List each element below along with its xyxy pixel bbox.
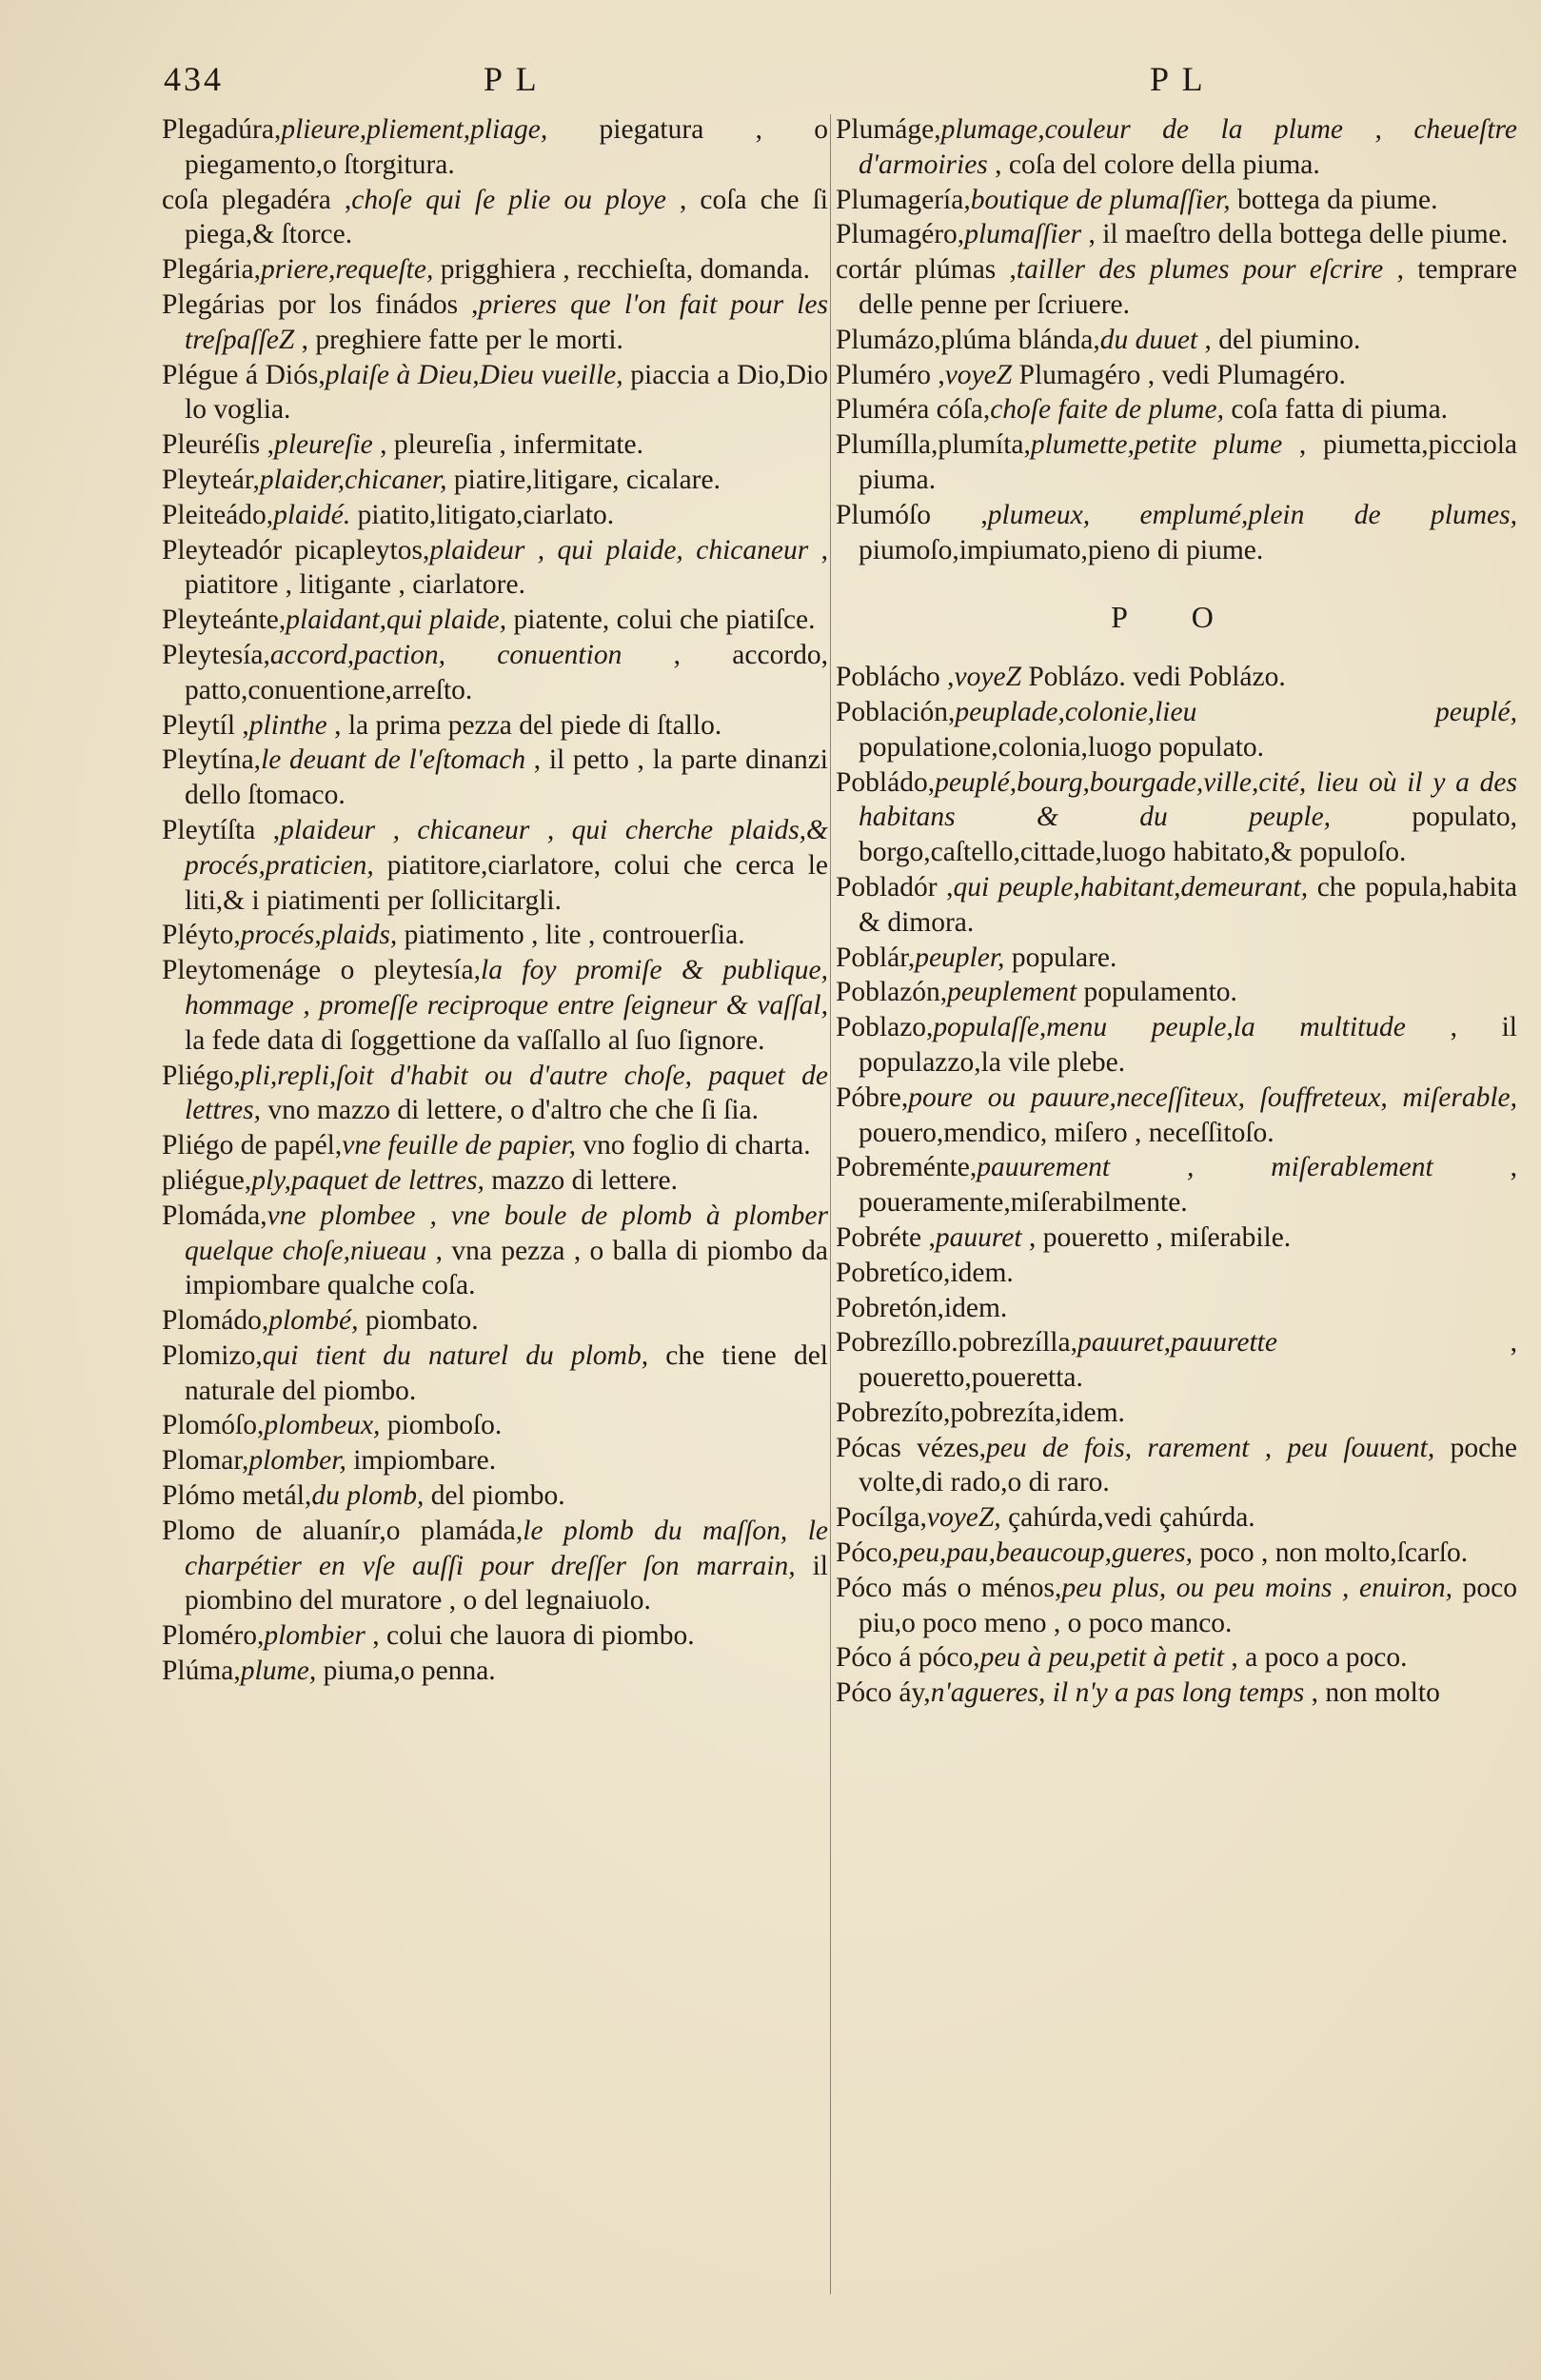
- entry-italian: , piumetta,picciola piuma.: [859, 429, 1518, 495]
- entry-headword: Pobretíco,: [836, 1257, 951, 1288]
- entry-headword: Pobretón,: [836, 1292, 944, 1323]
- entry-french: plombé,: [268, 1305, 359, 1337]
- dictionary-entry: [162, 1128, 828, 1163]
- entry-italian: , poueretto,poueretta.: [859, 1327, 1517, 1394]
- entry-headword: Plúma,: [162, 1656, 241, 1687]
- entry-italian: piomboſo.: [386, 1410, 503, 1441]
- dictionary-entry: [836, 1500, 1517, 1536]
- page-number: 434: [164, 60, 224, 98]
- dictionary-entry: [162, 1618, 828, 1654]
- dictionary-entry: [162, 743, 828, 813]
- entry-headword: Plumázo,plúma blánda,: [836, 324, 1100, 355]
- dictionary-entry: [162, 918, 828, 953]
- dictionary-entry: [836, 358, 1517, 393]
- entry-french: prieres que l'on fait pour les treſpaſſeZ: [185, 288, 829, 355]
- dictionary-entry: [836, 1010, 1517, 1081]
- entry-french: peupler,: [915, 942, 1005, 973]
- dictionary-entry: [162, 463, 828, 498]
- dictionary-entry: [162, 288, 828, 358]
- entry-french: pauuret: [935, 1221, 1022, 1253]
- entry-italian: , poueretto , miſerabile.: [1028, 1221, 1292, 1253]
- entry-italian: , preghiere fatte per le morti.: [301, 324, 623, 355]
- entry-french: ply,paquet de lettres,: [251, 1164, 484, 1196]
- entry-italian: piatente, colui che piatiſce.: [513, 605, 816, 636]
- dictionary-entry: [162, 1408, 828, 1443]
- dictionary-entry: [162, 813, 828, 918]
- entry-headword: Poblár,: [836, 942, 916, 973]
- entry-italian: piaccia a Dio,Dio lo voglia.: [185, 359, 828, 426]
- entry-italian: che tiene del naturale del piombo.: [185, 1339, 829, 1406]
- dictionary-entry: [836, 1220, 1517, 1256]
- entry-italian: piumoſo,impiumato,pieno di piume.: [859, 534, 1264, 565]
- entry-headword: Poblazón,: [836, 977, 948, 1008]
- entry-french: peu,pau,beaucoup,gueres,: [899, 1537, 1193, 1569]
- dictionary-entry: [836, 252, 1517, 323]
- entry-headword: Pleytíſta ,: [162, 814, 281, 845]
- dictionary-entry: [162, 1514, 828, 1618]
- entry-french: pauuret,pauurette: [1077, 1327, 1277, 1359]
- entry-italian: çahúrda,vedi çahúrda.: [1008, 1502, 1255, 1534]
- entry-french: pleureſie: [274, 429, 373, 461]
- entry-french: qui peuple,habitant,demeurant,: [953, 871, 1309, 902]
- entry-french: le plomb du maſſon, le charpétier en vſe auſſi pour dreſſer ſon marrain,: [185, 1515, 828, 1581]
- entry-italian: idem.: [943, 1292, 1008, 1323]
- dictionary-entry: [836, 183, 1517, 218]
- entry-italian: populamento.: [1083, 977, 1237, 1008]
- entry-italian: poco , non molto,ſcarſo.: [1199, 1537, 1469, 1569]
- entry-headword: Plumagéro,: [836, 219, 965, 250]
- entry-italian: prigghiera , recchieſta, domanda.: [440, 254, 810, 286]
- left-running-head: P L: [484, 60, 540, 98]
- entry-french: peuplade,colonie,lieu peuplé,: [955, 696, 1517, 727]
- entry-french: plaidé.: [273, 499, 351, 530]
- entry-french: peu plus, ou peu moins , enuiron,: [1061, 1572, 1453, 1603]
- entry-italian: populare.: [1011, 942, 1117, 973]
- entry-headword: Plumagería,: [836, 184, 971, 215]
- entry-headword: Ploméro,: [162, 1620, 265, 1652]
- entry-french: plinthe: [248, 709, 327, 741]
- entry-french: tailler des plumes pour eſcrire: [1016, 254, 1384, 286]
- entry-italian: vno mazzo di lettere, o d'altro che che ſi ſia.: [267, 1095, 760, 1126]
- entry-french: plaider,chicaner,: [259, 464, 447, 495]
- entry-italian: , temprare delle penne per ſcriuere.: [859, 254, 1518, 320]
- entry-french: plombeux,: [264, 1410, 381, 1441]
- dictionary-entry: [162, 1443, 828, 1478]
- entry-french: qui tient du naturel du plomb,: [262, 1339, 649, 1371]
- entry-italian: , la prima pezza del piede di ſtallo.: [334, 709, 722, 741]
- dictionary-entry: [836, 392, 1517, 427]
- entry-headword: Poblácho ,: [836, 662, 955, 693]
- entry-french: plaideur , chicaneur , qui cherche plaids,& procés,praticien,: [185, 814, 829, 881]
- dictionary-entry: [836, 498, 1517, 568]
- entry-french: du plomb,: [311, 1480, 425, 1512]
- entry-italian: , del piumino.: [1204, 324, 1361, 355]
- left-column: [162, 112, 828, 1689]
- dictionary-entry: [162, 603, 828, 638]
- entry-headword: Pobréte ,: [836, 1221, 936, 1253]
- entry-italian: impiombare.: [353, 1445, 497, 1477]
- entry-italian: , piatitore , litigante , ciarlatore.: [185, 534, 828, 601]
- entry-french: voyeZ,: [926, 1502, 1001, 1534]
- dictionary-entry: [162, 427, 828, 463]
- entry-french: n'agueres, il n'y a pas long temps: [930, 1677, 1305, 1709]
- entry-headword: Plómo metál,: [162, 1480, 312, 1512]
- entry-headword: Pocílga,: [836, 1502, 927, 1534]
- entry-french: plumeux, emplumé,plein de plumes,: [987, 499, 1517, 530]
- entry-headword: Plomar,: [162, 1445, 249, 1477]
- dictionary-entry: [836, 1150, 1517, 1220]
- entry-italian: , il populazzo,la vile plebe.: [859, 1012, 1518, 1078]
- entry-french: pli,repli,ſoit d'habit ou d'autre choſe, paquet de lettres,: [185, 1060, 828, 1126]
- entry-headword: Pleyteánte,: [162, 605, 286, 636]
- entry-french: peuplement: [947, 977, 1077, 1008]
- entry-italian: , coſa del colore della piuma.: [995, 149, 1320, 180]
- entry-french: priere,requeſte,: [261, 254, 434, 286]
- right-column-pl-entries: [836, 112, 1517, 567]
- entry-headword: Plumílla,plumíta,: [836, 429, 1031, 461]
- entry-italian: , poueramente,miſerabilmente.: [859, 1152, 1518, 1219]
- entry-headword: Plumóſo ,: [836, 499, 988, 530]
- entry-italian: Plumagéro , vedi Plumagéro.: [1018, 359, 1346, 390]
- entry-french: poure ou pauure,neceſſiteux, ſouffreteux, miſerable,: [908, 1081, 1517, 1113]
- entry-italian: , coſa che ſi piega,& ſtorce.: [185, 184, 828, 250]
- entry-french: procés,plaids,: [240, 920, 398, 951]
- dictionary-entry: [162, 1303, 828, 1339]
- entry-headword: Pluméro ,: [836, 359, 945, 390]
- dictionary-entry: [836, 1291, 1517, 1326]
- entry-headword: Plomádo,: [162, 1305, 269, 1337]
- entry-italian: che popula,habita & dimora.: [859, 871, 1517, 938]
- entry-headword: Pleiteádo,: [162, 499, 274, 530]
- entry-french: peuplé,bourg,bourgade,ville,cité, lieu où il y a des habitans & du peuple,: [859, 766, 1517, 833]
- entry-italian: poco piu,o poco meno , o poco manco.: [859, 1572, 1517, 1638]
- entry-headword: Plomizo,: [162, 1339, 263, 1371]
- entry-headword: Poblazo,: [836, 1012, 934, 1043]
- entry-headword: Plegárias por los finádos ,: [162, 288, 479, 320]
- dictionary-entry: [162, 1059, 828, 1129]
- right-running-head: P L: [1150, 60, 1206, 98]
- entry-french: peu de fois, rarement , peu ſouuent,: [986, 1432, 1435, 1463]
- dictionary-entry: [836, 1536, 1517, 1571]
- entry-french: populaſſe,menu peuple,la multitude: [933, 1012, 1406, 1043]
- entry-italian: piatimento , lite , controuerſia.: [404, 920, 745, 951]
- dictionary-entry: [836, 941, 1517, 976]
- entry-headword: Plegária,: [162, 254, 262, 286]
- entry-italian: Poblázo. vedi Poblázo.: [1028, 662, 1286, 693]
- right-column-po-entries: [836, 660, 1517, 1711]
- dictionary-entry: [836, 1396, 1517, 1431]
- entry-italian: populato, borgo,caſtello,cittade,luogo habitato,& populoſo.: [859, 802, 1518, 868]
- column-divider: [830, 114, 831, 2294]
- dictionary-entry: [162, 708, 828, 744]
- entry-french: choſe qui ſe plie ou ploye: [351, 184, 666, 215]
- dictionary-entry: [162, 112, 828, 183]
- entry-headword: Plumáge,: [836, 114, 941, 145]
- entry-headword: coſa plegadéra ,: [162, 184, 352, 215]
- entry-italian: vno foglio di charta.: [583, 1130, 811, 1161]
- entry-headword: Pliégo de papél,: [162, 1130, 343, 1161]
- entry-french: plaideur , qui plaide, chicaneur: [429, 534, 809, 565]
- dictionary-entry: [836, 975, 1517, 1010]
- dictionary-entry: [836, 323, 1517, 358]
- entry-french: du duuet: [1099, 324, 1198, 355]
- dictionary-entry: [836, 1571, 1517, 1641]
- entry-headword: Póbre,: [836, 1081, 909, 1113]
- entry-headword: Plomóſo,: [162, 1410, 265, 1441]
- dictionary-entry: [162, 1339, 828, 1409]
- dictionary-entry: [162, 1478, 828, 1514]
- entry-italian: , pleureſia , infermitate.: [380, 429, 643, 461]
- entry-headword: Pliégo,: [162, 1060, 241, 1091]
- dictionary-entry: [162, 252, 828, 288]
- entry-italian: , a poco a poco.: [1231, 1642, 1408, 1674]
- entry-headword: Pobládo,: [836, 766, 936, 798]
- entry-french: plume,: [240, 1656, 317, 1687]
- entry-italian: piombato.: [365, 1305, 479, 1337]
- entry-italian: coſa fatta di piuma.: [1231, 394, 1449, 426]
- entry-headword: Plomo de aluanír,o plamáda,: [162, 1515, 524, 1546]
- entry-headword: Plégue á Diós,: [162, 359, 326, 390]
- entry-headword: Pobladór ,: [836, 871, 954, 902]
- dictionary-entry: [836, 1256, 1517, 1291]
- entry-headword: Pobrezíllo.pobrezílla,: [836, 1327, 1077, 1359]
- entry-french: le deuant de l'eſtomach: [261, 744, 526, 776]
- entry-french: plomber,: [248, 1445, 346, 1477]
- entry-italian: del piombo.: [430, 1480, 565, 1512]
- entry-italian: poche volte,di rado,o di raro.: [859, 1432, 1517, 1498]
- entry-headword: Pléyto,: [162, 920, 241, 951]
- entry-headword: Pobrezíto,pobrezíta,: [836, 1397, 1062, 1428]
- entry-italian: la fede data di ſoggettione da vaſſallo al ſuo ſignore.: [185, 1024, 765, 1056]
- dictionary-entry: [836, 1081, 1517, 1151]
- entry-italian: , il petto , la parte dinanzi dello ſtomaco.: [185, 744, 829, 811]
- entry-french: plaiſe à Dieu,Dieu vueille,: [325, 359, 623, 390]
- dictionary-entry: [836, 695, 1517, 765]
- entry-french: voyeZ: [944, 359, 1013, 390]
- entry-italian: piegatura , o piegamento,o ſtorgitura.: [185, 114, 829, 180]
- entry-headword: Pleytíl ,: [162, 709, 249, 741]
- dictionary-entry: [836, 1431, 1517, 1501]
- entry-italian: , colui che lauora di piombo.: [372, 1620, 695, 1652]
- entry-french: vne plombee , vne boule de plomb à plomber quelque choſe,niueau: [185, 1200, 828, 1266]
- entry-italian: idem.: [1061, 1397, 1125, 1428]
- entry-headword: Póco áy,: [836, 1677, 931, 1709]
- entry-headword: Plomáda,: [162, 1200, 267, 1231]
- entry-french: la foy promiſe & publique, hommage , promeſſe reciproque entre ſeigneur & vaſſal,: [185, 955, 829, 1021]
- entry-french: plieure,pliement,pliage,: [281, 114, 548, 145]
- entry-headword: Póco más o ménos,: [836, 1572, 1062, 1603]
- dictionary-entry: [162, 1654, 828, 1689]
- entry-headword: Póco,: [836, 1537, 899, 1569]
- entry-french: plaidant,qui plaide,: [286, 605, 507, 636]
- entry-french: pauurement , miſerablement: [977, 1152, 1433, 1183]
- right-column: [836, 112, 1517, 1711]
- entry-headword: Pleytesía,: [162, 639, 270, 670]
- entry-headword: cortár plúmas ,: [836, 254, 1017, 286]
- dictionary-entry: [836, 1325, 1517, 1396]
- entry-italian: piatito,litigato,ciarlato.: [357, 499, 615, 530]
- entry-headword: Pleyteár,: [162, 464, 260, 495]
- entry-french: plumette,petite plume: [1030, 429, 1283, 461]
- entry-french: plombier: [264, 1620, 365, 1652]
- dictionary-entry: [162, 498, 828, 533]
- entry-headword: Pleytomenáge o pleytesía,: [162, 955, 481, 986]
- entry-italian: piatitore,ciarlatore, colui che cerca le liti,& i piatimenti per ſollicitargli.: [185, 849, 828, 916]
- entry-headword: Pleyteadór picapleytos,: [162, 534, 430, 565]
- entry-french: accord,paction, conuention: [269, 639, 622, 670]
- entry-headword: Pleytína,: [162, 744, 262, 776]
- entry-italian: populatione,colonia,luogo populato.: [859, 731, 1265, 763]
- dictionary-entry: [836, 1676, 1517, 1711]
- entry-italian: , il maeſtro della bottega delle piume.: [1088, 219, 1509, 250]
- entry-italian: il piombino del muratore , o del legnaiuolo.: [185, 1550, 829, 1616]
- entry-italian: mazzo di lettere.: [491, 1164, 679, 1196]
- entry-italian: pouero,mendico, miſero , neceſſitoſo.: [859, 1117, 1274, 1148]
- dictionary-entry: [836, 1640, 1517, 1676]
- entry-italian: , accordo, patto,conuentione,arreſto.: [185, 639, 829, 705]
- entry-italian: piatire,litigare, cicalare.: [453, 464, 721, 495]
- entry-headword: Pobreménte,: [836, 1152, 978, 1183]
- dictionary-entry: [836, 427, 1517, 498]
- dictionary-entry: [836, 870, 1517, 941]
- entry-headword: Pluméra cóſa,: [836, 394, 991, 426]
- section-heading-po: P O: [1111, 600, 1242, 635]
- entry-headword: pliégue,: [162, 1164, 252, 1196]
- entry-italian: idem.: [950, 1257, 1014, 1288]
- entry-french: voyeZ: [954, 662, 1021, 693]
- dictionary-entry: [836, 112, 1517, 183]
- dictionary-entry: [162, 1199, 828, 1303]
- entry-french: boutique de plumaſſier,: [970, 184, 1231, 215]
- dictionary-entry: [162, 1163, 828, 1199]
- entry-italian: , vna pezza , o balla di piombo da impiombare qualche coſa.: [185, 1235, 828, 1301]
- dictionary-entry: [162, 183, 828, 253]
- entry-headword: Póco á póco,: [836, 1642, 980, 1674]
- dictionary-entry: [162, 953, 828, 1058]
- entry-french: choſe faite de plume,: [990, 394, 1224, 426]
- entry-french: peu à peu,petit à petit: [979, 1642, 1224, 1674]
- entry-italian: piuma,o penna.: [323, 1656, 496, 1687]
- dictionary-entry: [836, 217, 1517, 252]
- dictionary-entry: [162, 358, 828, 428]
- dictionary-entry: [836, 765, 1517, 870]
- dictionary-entry: [162, 533, 828, 604]
- dictionary-entry: [836, 660, 1517, 695]
- dictionary-entry: [162, 638, 828, 708]
- entry-headword: Población,: [836, 696, 956, 727]
- entry-italian: , non molto: [1311, 1677, 1440, 1709]
- entry-headword: Plegadúra,: [162, 114, 282, 145]
- entry-italian: bottega da piume.: [1236, 184, 1438, 215]
- entry-headword: Pócas vézes,: [836, 1432, 987, 1463]
- entry-french: plumaſſier: [964, 219, 1082, 250]
- entry-french: vne feuille de papier,: [342, 1130, 577, 1161]
- entry-french: plumage,couleur de la plume , cheueſtre d'armoiries: [859, 114, 1517, 180]
- entry-headword: Pleuréſis ,: [162, 429, 274, 461]
